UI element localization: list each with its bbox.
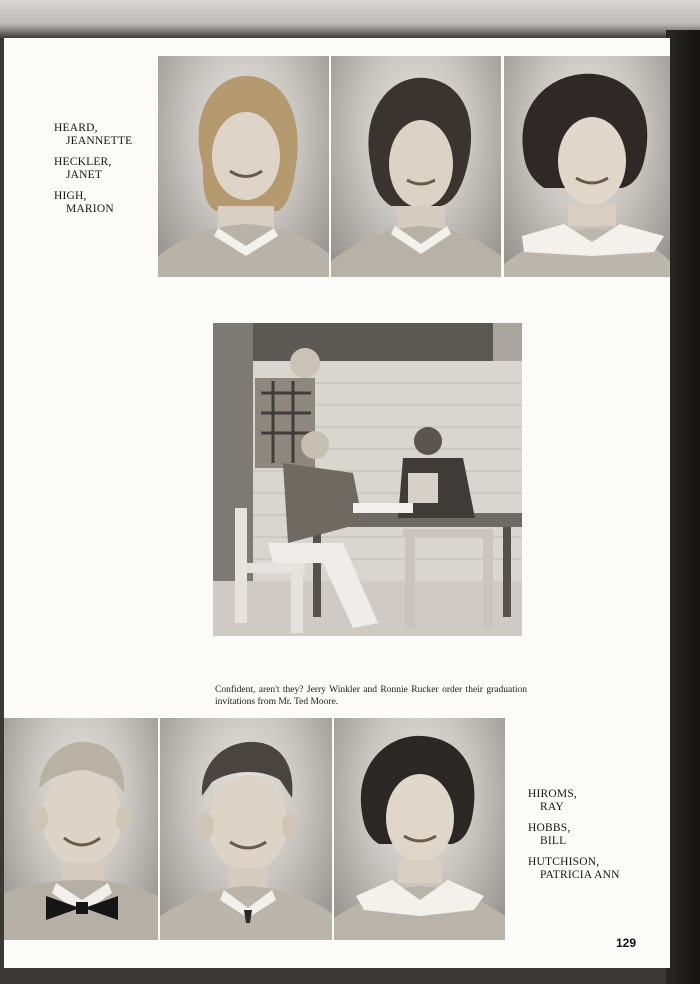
candid-photo-invitations bbox=[213, 323, 522, 636]
name-entry: HECKLER, JANET bbox=[54, 156, 112, 181]
portrait-hobbs-bill bbox=[160, 718, 332, 940]
name-entry: HIROMS, RAY bbox=[528, 788, 578, 813]
name-entry: HEARD, JEANNETTE bbox=[54, 122, 133, 147]
photo-caption: Confident, aren't they? Jerry Winkler and Ronnie Rucker order their graduation invitations from Mr. Ted Moore. bbox=[215, 685, 527, 707]
portrait-heard-jeannette bbox=[158, 56, 329, 277]
portrait-hutchison-patricia-ann bbox=[334, 718, 505, 940]
page-number: 129 bbox=[616, 936, 637, 950]
book-binding-right bbox=[666, 30, 700, 984]
name-entry: HOBBS, BILL bbox=[528, 822, 571, 847]
top-name-list bbox=[54, 122, 132, 224]
name-entry: HIGH, MARION bbox=[54, 190, 114, 215]
bottom-name-list bbox=[528, 788, 620, 890]
portrait-heckler-janet bbox=[331, 56, 501, 277]
portrait-hiroms-ray bbox=[4, 718, 158, 940]
book-binding-top bbox=[0, 0, 700, 40]
yearbook-page bbox=[4, 38, 670, 968]
portrait-high-marion bbox=[504, 56, 670, 277]
name-entry: HUTCHISON, PATRICIA ANN bbox=[528, 856, 620, 881]
